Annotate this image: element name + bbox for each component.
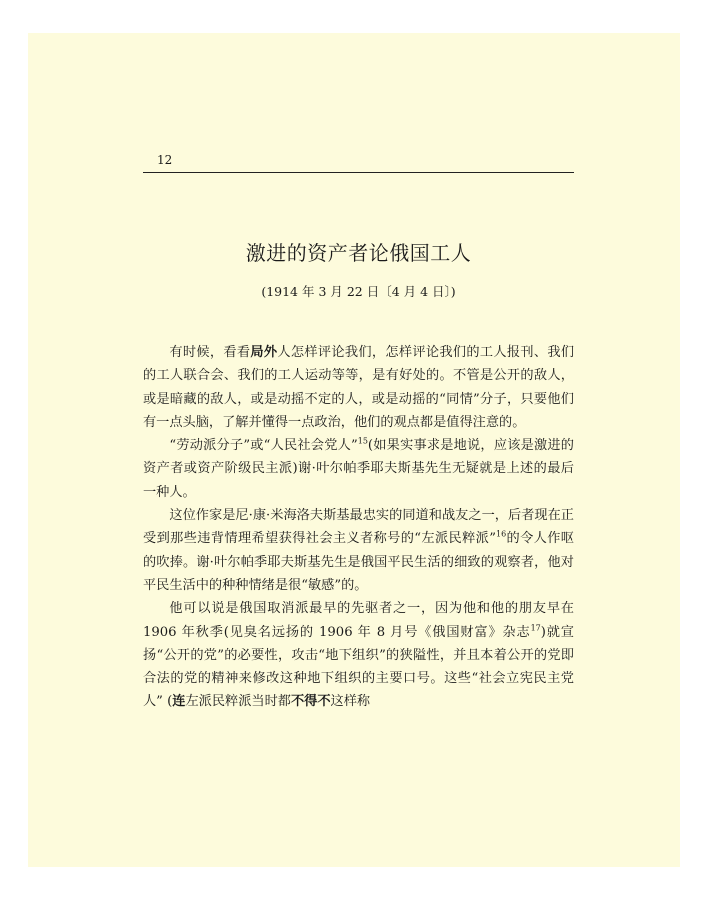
text-run: )就宣扬“公开的党”的必要性，攻击“地下组织”的狭隘性，并且本着公开的党即合法的党的精神来修改这种地下组织的主要口号。这些“社会立宪民主党人” (: [143, 624, 574, 710]
footnote-ref: 16: [495, 529, 507, 539]
text-run: 这位作家是尼·康·米海洛夫斯基最忠实的同道和战友之一，后者现在正受到那些违背情理希望获得社会主义者称号的“左派民粹派”: [143, 508, 574, 547]
article-body: [143, 341, 574, 714]
text-run: “劳动派分子”或“人民社会党人”: [169, 438, 358, 454]
text-run: 人怎样评论我们，怎样评论我们的工人报刊、我们的工人联合会、我们的工人运动等等，是有好处的。不管是公开的敌人，或是暗藏的敌人，或是动摇不定的人，或是动摇的“同情”分子，只要他们有一点头脑，了解并懂得一点政治，他们的观点都是值得注意的。: [143, 345, 575, 430]
paragraph-4: [143, 597, 574, 713]
text-run: 有时候，看看: [169, 345, 251, 360]
header-rule: [143, 172, 574, 173]
emphasis-text: 不得不: [290, 694, 331, 710]
article-title: 激进的资产者论俄国工人: [245, 241, 472, 265]
emphasis-text: 局外: [250, 345, 278, 360]
footnote-ref: 15: [357, 436, 368, 446]
text-run: 他可以说是俄国取消派最早的先驱者之一，因为他和他的朋友早在 1906 年秋季(见臭名远扬的 1906 年 8 月号《俄国财富》杂志: [143, 601, 574, 640]
page-number: 12: [157, 153, 173, 167]
paragraph-2: [143, 434, 574, 504]
text-run: 的令人作呕的吹捧。谢·叶尔帕季耶夫斯基先生是俄国平民生活的细致的观察者，他对平民生活中的种种情绪是很“敏感”的。: [143, 531, 574, 593]
text-run: 这样称: [330, 694, 371, 710]
text-run: 左派民粹派当时都: [185, 694, 291, 710]
paragraph-3: [143, 504, 574, 597]
article-date: (1914 年 3 月 22 日〔4 月 4 日〕): [261, 284, 456, 299]
footnote-ref: 17: [530, 623, 541, 633]
text-run: (如果实事求是地说，应该是激进的资产者或资产阶级民主派)谢·叶尔帕季耶夫斯基先生无疑就是上述的最后一种人。: [143, 438, 574, 500]
paragraph-1: [143, 341, 574, 434]
emphasis-text: 连: [172, 694, 186, 710]
